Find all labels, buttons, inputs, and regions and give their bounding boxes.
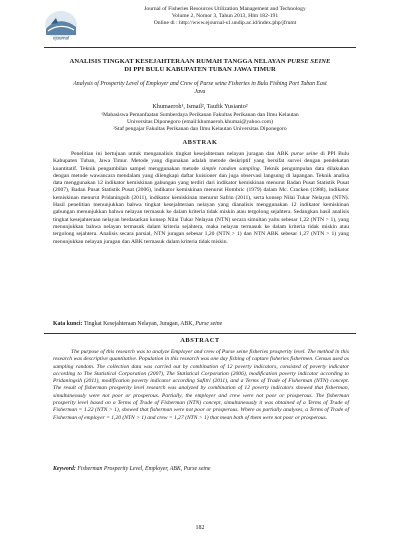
header-divider (44, 47, 356, 48)
journal-header (44, 6, 364, 50)
journal-logo-icon (44, 9, 78, 41)
svg-text:ejournal: ejournal (52, 35, 70, 41)
kata-kunci (53, 321, 349, 328)
journal-online-link[interactable]: Online di : http://www.ejournal-s1.undip.ac.id/index.php/jfrumt (153, 20, 297, 27)
english-title: Analysis of Prosperity Level of Employer and Crew of Purse seine Fisheries in Bulu Fishing Port Tuban East Java (73, 81, 327, 95)
paper-title-line2: DI PPI BULU KABUPATEN TUBAN JAWA TIMUR (124, 66, 276, 74)
paper-title-line1: ANALISIS TINGKAT KESEJAHTERAAN RUMAH TANGGA NELAYAN (69, 58, 286, 65)
kata-kunci-label: Kata kunci: (53, 321, 83, 327)
journal-volume: Volume 2, Nomor 3, Tahun 2013, Hlm 182-191 (171, 13, 279, 20)
abstract-body: The purpose of this research was to analyze Employer and crew of Purse seine fisheries prosperity level. The method in this research was descriptive quantitative. Population in this research was one day fishing of capture fisheries fishermen. Census used as sampling random. The collection data was carried out by combination of 12 poverty indicators, consisted of poverty indicator according to The Statistical Corporation (2007), The Statistical Corporation (2006), modification poverty indicator according to Pridaningsih (2011), modification poverty indicator according Safitri (2011), and a Terms of Trade of Fisherman (NTN) concept. The result of fisherman prosperity level research was analyzed by combination of 12 poverty indicators showed that fisherman, simultaneously were not poor or prosperous. Partially, the employer and crew were not poor or prosperous. The fisherman prosperity level based on a Terms of Trade of Fisherman (NTN) concept, simultaneously it was obtained of a Terms of Trade of Fisherman = 1.22 (NTN > 1), showed that fisherman were not poor or prosperous. Where as partially analyses, a Terms of Trade of Fisherman of employer = 1,20 (NTN > 1) and crew = 1,27 (NTN > 1) that mean both of them were not poor or prosperous. (53, 349, 349, 421)
abstrak-body (53, 151, 349, 246)
abstract-divider (44, 333, 356, 334)
kata-kunci-italic: Purse seine (195, 321, 223, 327)
affiliations (60, 112, 340, 134)
page-number: 182 (195, 525, 205, 531)
abstrak-italic-1: purse seine (291, 151, 318, 157)
journal-header-text (100, 6, 350, 28)
abstrak-heading: ABSTRAK (182, 139, 218, 146)
keywords-text: Fisherman Prosperity Level, Employer, ABK, Purse seine (75, 466, 211, 472)
affiliation-1: ¹Mahasiswa Pemanfaatan Sumberdaya Perikanan Fakultas Perikanan dan Ilmu Kelautan (101, 112, 299, 118)
abstrak-text-1: Penelitian ini bertujuan untuk menganalisis tingkat kesejahteraan nelayan juragan dan ABK (71, 151, 292, 157)
abstrak-text-3: . Teknik pengumpulan data dilakukan dengan metode wawancara mendalam yang dilengkapi daftar kuisioner dan juga observasi langsung di lapangan. Teknik analisa data menggunakan 12 indikator kemiskinan gabungan yang terdiri dari indikator kemiskinan menurut Badan Pusat Statistik Pusat (2007), Badan Pusat Statistik Pusat (2006), indikator kemiskinan menurut Hombric (1979) dalam Mc. Cracken (1988), indikator kemiskinan menurut Pridaningsih (2011), indikator kemiskinan menurut Safrin (2011), serta konsep Nilai Tukar Nelayan (NTN). Hasil penelitian menunjukkan bahwa tingkat kesejahteraan nelayan yang dianalisis menggunakan 12 indikator kemiskinan gabungan menunjukkan bahwa nelayan termasuk ke dalam kriteria tidak miskin atau tergolong sejahtera. Sedangkan hasil analisis tingkat kesejahteraan nelayan berdasarkan konsep Nilai Tukar Nelayan (NTN) secara simultan yaitu sebesar 1,22 (NTN > 1), yang menunjukkan bahwa nelayan termasuk dalam kriteria sejahtera, maka nelayan termasuk ke dalam kriteria tidak miskin atau tergolong sejahtera. Analisis secara parsial, NTN juragan sebesar 1,20 (NTN > 1) dan NTN ABK sebesar 1,27 (NTN > 1) yang menunjukkan nelayan juragan dan ABK termasuk dalam kriteria tidak miskin. (53, 165, 349, 245)
affiliation-2: ²Staf pengajar Fakultas Perikanan dan Ilmu Kelautan Universitas Diponegoro (113, 126, 287, 133)
paper-title (60, 58, 340, 75)
keywords-label: Keyword: (53, 466, 76, 472)
authors: Khumaeroh¹, Ismail², Taufik Yusianto² (152, 103, 248, 110)
affiliation-1-email: Universitas Diponegoro (email:khumaeroh.khumai@yahoo.com) (127, 119, 273, 126)
abstrak-italic-2: simple random sampling (201, 165, 260, 172)
keywords (53, 466, 349, 473)
paper-title-italic: PURSE SEINE (287, 58, 331, 65)
kata-kunci-text: Tingkat Kesejahteraan Nelayan, Juragan, ABK, (82, 321, 196, 327)
abstract-heading: ABSTRACT (180, 337, 220, 344)
abstrak-text-2: di PPI Bulu Kabupaten Tuban, Jawa Timur. Metode yang digunakan adalah metode deskriptif yang bersifat survei dengan pendekatan kuantitatif. Teknik pengambilan sampel menggunakan metode (53, 151, 350, 172)
journal-name: Journal of Fisheries Resources Utilization Management and Technology (144, 6, 306, 12)
